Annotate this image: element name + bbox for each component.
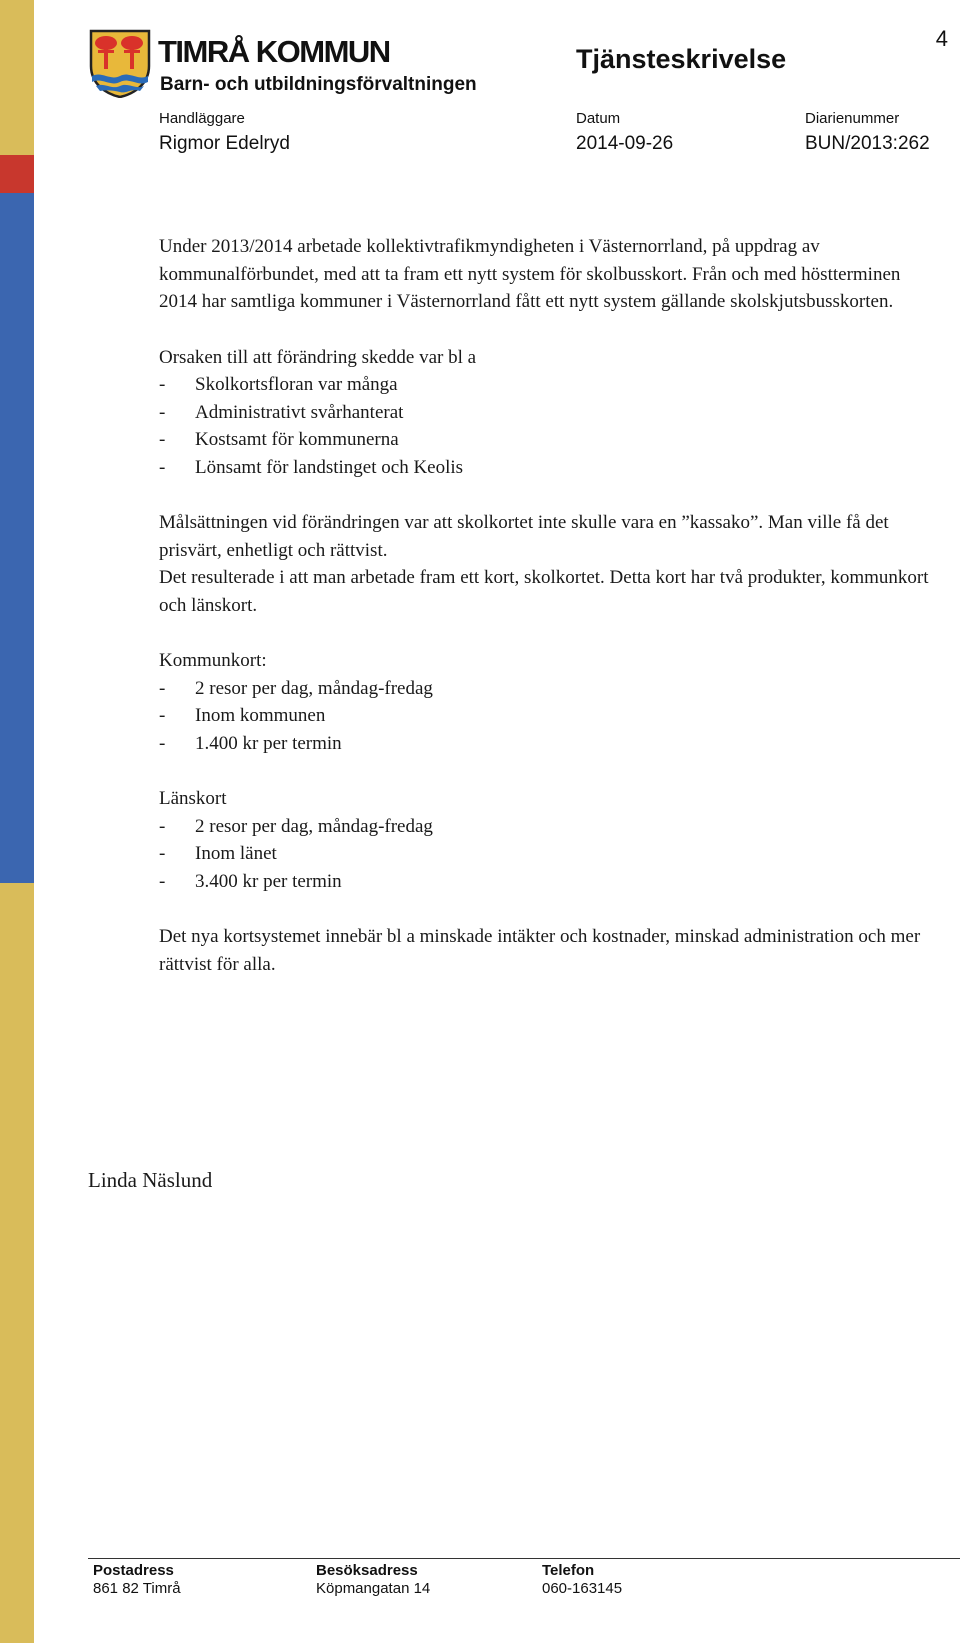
handlaggare-value: Rigmor Edelryd <box>159 133 290 154</box>
timra-coat-of-arms-icon <box>88 28 152 98</box>
datum-value: 2014-09-26 <box>576 133 674 154</box>
list-item: - Lönsamt för landstinget och Keolis <box>159 456 464 478</box>
list-item: - Administrativt svårhanterat <box>159 401 404 423</box>
side-stripe-yellow-bottom <box>0 883 34 1643</box>
result-paragraph: Det resulterade i att man arbetade fram ett kort, skolkortet. Detta kort har två produkter, kommunkort och länskort. <box>159 567 929 616</box>
signature-name: Linda Näslund <box>88 1168 213 1192</box>
telefon-value: 060-163145 <box>542 1580 623 1597</box>
telefon-label: Telefon <box>542 1562 595 1579</box>
goal-paragraph: Målsättningen vid förändringen var att skolkortet inte skulle vara en ”kassako”. Man ville få det prisvärt, enhetligt och rättvist. <box>159 512 889 561</box>
page-number: 4 <box>935 26 948 51</box>
department-name: Barn- och utbildningsförvaltningen <box>160 74 477 95</box>
side-stripe-yellow-top <box>0 0 34 155</box>
list-item: - Kostsamt för kommunerna <box>159 429 399 450</box>
lanskort-heading: Länskort <box>159 788 227 809</box>
list-item: - 2 resor per dag, måndag-fredag <box>159 815 433 837</box>
list-item: - Skolkortsfloran var många <box>159 374 398 395</box>
document-body <box>159 233 939 978</box>
reasons-heading: Orsaken till att förändring skedde var bl a <box>159 346 477 368</box>
diarienummer-value: BUN/2013:262 <box>805 133 930 154</box>
list-item: - 3.400 kr per termin <box>159 870 342 892</box>
kommunkort-heading: Kommunkort: <box>159 650 267 671</box>
side-stripe-red <box>0 155 34 193</box>
postadress-value: 861 82 Timrå <box>93 1580 181 1597</box>
datum-label: Datum <box>576 110 621 127</box>
conclusion-paragraph: Det nya kortsystemet innebär bl a minskade intäkter och kostnader, minskad administration och mer rättvist för alla. <box>159 926 921 975</box>
intro-paragraph: Under 2013/2014 arbetade kollektivtrafikmyndigheten i Västernorrland, på uppdrag av kommunalförbundet, med att ta fram ett nytt system för skolbusskort. Från och med höstterminen 2014 har samtliga kommuner i Västernorrland fått ett nytt system gällande skolskjutsbusskorten. <box>159 236 901 312</box>
side-stripe-blue <box>0 193 34 883</box>
footer-divider <box>88 1558 960 1559</box>
list-item: - 2 resor per dag, måndag-fredag <box>159 677 433 699</box>
municipality-name: TIMRÅ KOMMUN <box>158 34 390 69</box>
list-item: - 1.400 kr per termin <box>159 732 342 754</box>
list-item: - Inom länet <box>159 843 277 864</box>
postadress-label: Postadress <box>93 1562 174 1579</box>
list-item: - Inom kommunen <box>159 705 326 726</box>
document-type: Tjänsteskrivelse <box>576 44 787 74</box>
handlaggare-label: Handläggare <box>159 110 245 127</box>
besoksadress-value: Köpmangatan 14 <box>316 1580 431 1597</box>
besoksadress-label: Besöksadress <box>316 1562 418 1579</box>
diarienummer-label: Diarienummer <box>805 110 900 127</box>
